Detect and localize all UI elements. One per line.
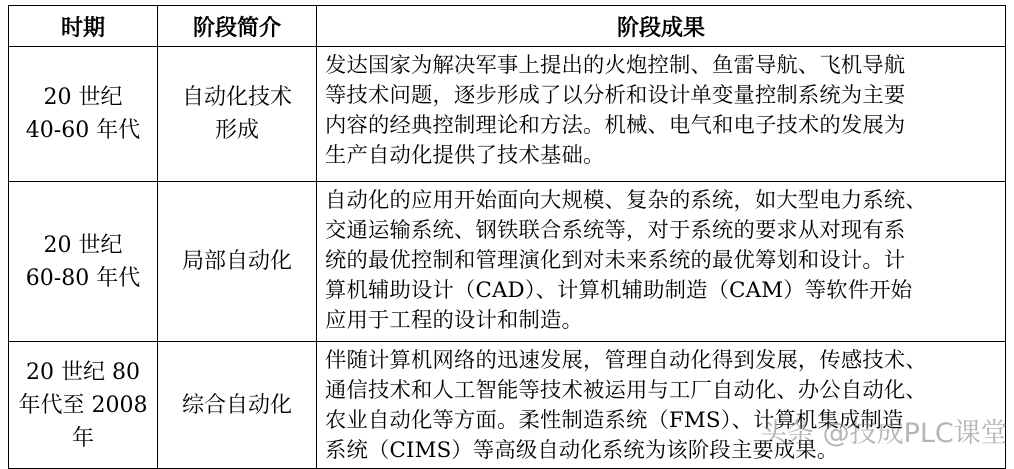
period-cell [9, 342, 158, 469]
result-line: 自动化的应用开始面向大规模、复杂的系统，如大型电力系统、 [325, 188, 927, 213]
period-cell [9, 47, 158, 182]
watermark-text: 头条 @技成PLC课堂 [760, 418, 1008, 449]
stage-cell [158, 47, 317, 182]
result-line: 交通运输系统、钢铁联合系统等，对于系统的要求从对现有系 [325, 218, 906, 243]
header-row [9, 6, 1006, 47]
header-result: 阶段成果 [317, 6, 1006, 47]
result-line: 等技术问题，逐步形成了以分析和设计单变量控制系统为主要 [325, 83, 906, 108]
table-row [9, 182, 1006, 342]
table-row [9, 342, 1006, 469]
result-line: 应用于工程的设计和制造。 [325, 308, 583, 333]
stage-line: 局部自动化 [181, 249, 292, 274]
result-line: 系统（CIMS）等高级自动化系统为该阶段主要成果。 [325, 438, 839, 463]
result-line: 算机辅助设计（CAD）、计算机辅助制造（CAM）等软件开始 [325, 278, 913, 303]
result-line: 农业自动化等方面。柔性制造系统（FMS）、计算机集成制造 [325, 408, 904, 433]
stage-cell [158, 182, 317, 342]
period-line: 年代至 2008 [18, 392, 148, 418]
result-line: 内容的经典控制理论和方法。机械、电气和电子技术的发展为 [325, 113, 906, 138]
result-cell [317, 342, 1006, 469]
result-line: 生产自动化提供了技术基础。 [325, 143, 605, 168]
result-cell [317, 182, 1006, 342]
stage-cell [158, 342, 317, 469]
period-cell [9, 182, 158, 342]
result-line: 统的最优控制和管理演化到对未来系统的最优筹划和设计。计 [325, 248, 906, 273]
period-line: 60-80 年代 [25, 265, 141, 291]
result-line: 通信技术和人工智能等技术被运用与工厂自动化、办公自动化、 [325, 378, 927, 403]
table-row [9, 47, 1006, 182]
result-cell [317, 47, 1006, 182]
period-line: 20 世纪 [43, 232, 123, 258]
stage-line: 自动化技术 [181, 85, 292, 110]
header-period: 时期 [9, 6, 158, 47]
period-line: 40-60 年代 [25, 118, 141, 143]
stage-line: 形成 [214, 118, 259, 143]
period-line: 年 [71, 425, 94, 451]
result-line: 伴随计算机网络的迅速发展，管理自动化得到发展，传感技术、 [325, 348, 927, 373]
header-stage: 阶段简介 [158, 6, 317, 47]
period-line: 20 世纪 [43, 85, 123, 110]
period-line: 20 世纪 80 [26, 359, 140, 385]
result-line: 发达国家为解决军事上提出的火炮控制、鱼雷导航、飞机导航 [325, 53, 906, 78]
automation-stages-table [8, 5, 1006, 469]
stage-line: 综合自动化 [181, 392, 292, 418]
